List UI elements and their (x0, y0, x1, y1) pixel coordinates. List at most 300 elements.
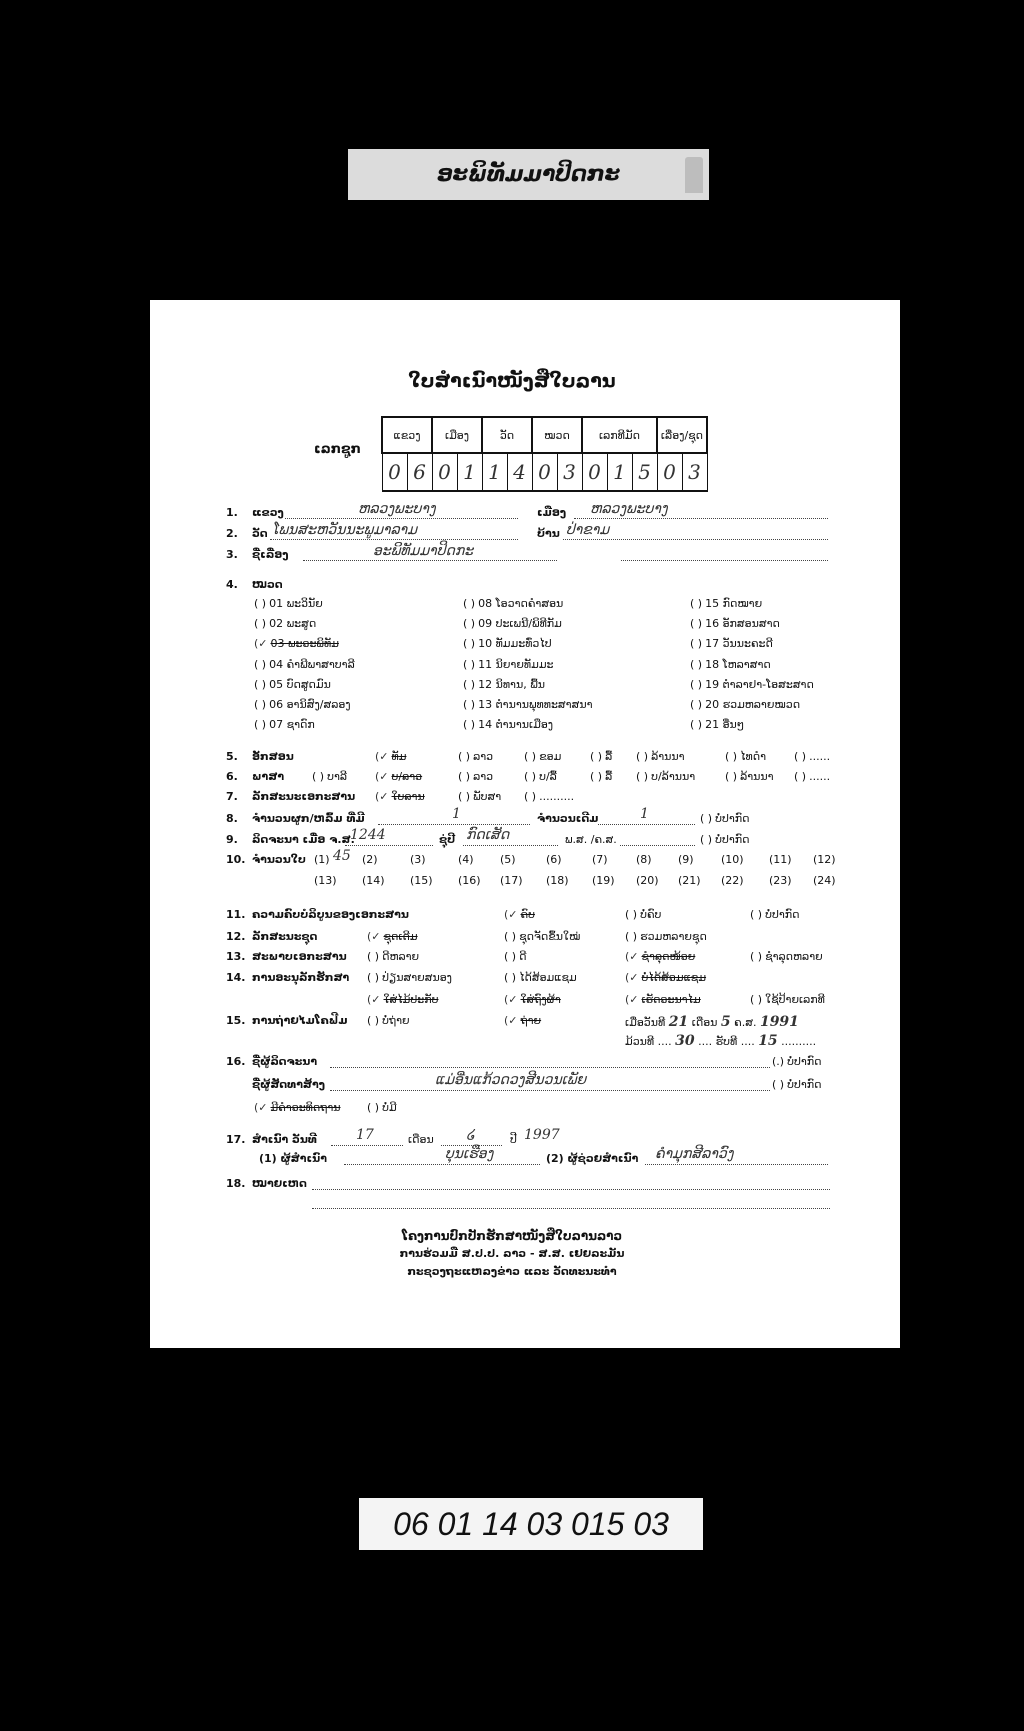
code-digits-row (382, 453, 707, 491)
leaf-slot[interactable]: (11) (769, 853, 792, 866)
document-type-label: ລັກສະນະເອກະສານ (252, 790, 356, 803)
option-label: 06 ອານິສົງ/ສລອງ (269, 698, 351, 711)
option-label: 18 ໂຫລາສາດ (705, 657, 771, 671)
option-label: ບາລີ (327, 770, 348, 783)
inscribed-date-label: ລິດຈະນາ ເມື່ອ ຈ.ສ. (252, 833, 355, 846)
language-label: ພາສາ (252, 770, 285, 783)
leaf-slot[interactable]: (3) (410, 853, 426, 866)
wat-value[interactable]: ໂພນສະຫວັນນະພູມາລາມ (272, 522, 418, 538)
remarks-line[interactable] (312, 1189, 830, 1190)
checkbox-option[interactable] (504, 907, 535, 923)
village-value[interactable]: ປ່າຂາມ (566, 522, 610, 538)
item-number: 12. (226, 930, 246, 943)
checkbox-option[interactable] (458, 749, 493, 765)
leaf-slot[interactable]: (6) (546, 853, 562, 866)
item-number: 14. (226, 971, 246, 984)
copy-day[interactable]: 17 (356, 1127, 374, 1143)
option-label: 09 ປະເພນີ/ພິທີກັມ (478, 617, 562, 631)
empty-checkbox-icon: ( ) (254, 677, 267, 691)
empty-checkbox-icon: ( ) (463, 657, 476, 671)
leaf-slot[interactable]: (14) (362, 874, 385, 887)
copy-year-label: ປີ (510, 1133, 517, 1146)
leaf-slot[interactable]: (17) (500, 874, 523, 887)
empty-checkbox-icon: ( ) (367, 950, 380, 963)
empty-checkbox-icon: ( ) (524, 750, 537, 763)
fascicle-count-label: ຈຳນວນຜູກ/ຫລົ້ມ ທີ່ມີ (252, 812, 365, 825)
option-label: 17 ວັນນະຄະດີ (705, 637, 773, 651)
option-label: ດີຫລາຍ (382, 950, 420, 963)
checkbox-option[interactable] (625, 907, 661, 923)
empty-checkbox-icon: ( ) (750, 950, 763, 963)
tab-marker (685, 157, 703, 193)
checkbox-option[interactable] (463, 636, 552, 652)
option-label: ບໍ່ຄົບ (640, 908, 662, 921)
set-type-label: ລັກສະນະຊຸດ (252, 930, 318, 943)
checkbox-option[interactable] (367, 1100, 397, 1116)
header-label (348, 149, 709, 200)
option-label: 02 ພະສູດ (269, 617, 317, 631)
checkbox-option[interactable] (504, 949, 526, 965)
option-label: ລ້ານນາ (651, 750, 685, 763)
code-col-bundle: ເລກທີມັດ (582, 417, 657, 453)
checkbox-option[interactable] (458, 769, 493, 785)
assistant-label: (2) ຜູ້ຊ່ວຍສຳເນົາ (546, 1152, 639, 1165)
option-label: ບ/ລື້ (539, 770, 557, 783)
checkbox-option[interactable] (463, 657, 554, 673)
checkbox-option[interactable] (625, 929, 707, 945)
checkbox-option[interactable] (367, 1013, 410, 1029)
item-number: 4. (226, 578, 238, 591)
option-label: ຖ່າຍ (520, 1014, 542, 1027)
option-label: ຊຸດເດີມ (383, 930, 418, 943)
option-label: ບໍ່ໄດ້ສ້ອມແຊມ (641, 971, 707, 984)
checkbox-option[interactable] (254, 616, 316, 632)
leaf-count-value[interactable]: 45 (333, 848, 351, 864)
empty-checkbox-icon: ( ) (690, 657, 703, 671)
checkbox-option[interactable] (750, 907, 800, 923)
be-ad-label: ພ.ສ. /ຄ.ສ. (565, 833, 617, 846)
preservation-label: ການອະນຸລັກຮັກສາ (252, 971, 350, 984)
option-label: ດີ (519, 950, 527, 963)
leaf-slot[interactable]: (2) (362, 853, 378, 866)
option-label: ໃສ່ໄມ້ປະກັບ (383, 993, 439, 1006)
checkbox-option[interactable] (625, 970, 706, 986)
code-digit: 4 (507, 453, 532, 491)
code-digit: 6 (407, 453, 432, 491)
empty-checkbox-icon: ( ) (690, 718, 703, 732)
option-label: ຂອມ (539, 750, 562, 763)
checked-mark-icon: (✓ (375, 750, 389, 763)
checkbox-option[interactable] (625, 949, 695, 965)
item-number: 13. (226, 950, 246, 963)
code-col-category: ໝວດ (532, 417, 582, 453)
checked-mark-icon: (✓ (254, 1101, 268, 1114)
district-label: ເມືອງ (537, 506, 567, 519)
code-digit: 5 (632, 453, 657, 491)
footer-line-2: ການຮ່ວມມື ສ.ປ.ປ. ລາວ - ສ.ສ. ເຢຍລະມັນ (399, 1247, 625, 1260)
checkbox-option[interactable] (254, 677, 331, 693)
item-number: 18. (226, 1177, 246, 1190)
empty-checkbox-icon: ( ) (636, 770, 649, 783)
wat-line (270, 539, 518, 540)
checkbox-option[interactable] (375, 789, 425, 805)
checkbox-option[interactable] (367, 992, 438, 1008)
option-label: ລ້ານນາ (740, 770, 774, 783)
story-title-line-2 (621, 560, 828, 561)
option-label: ຮວມຫລາຍຊຸດ (640, 930, 707, 943)
option-label: ໃສ່ຖົງຜ້າ (520, 993, 561, 1006)
option-label: 19 ຕຳລາຢາ-ໂອສະສາດ (705, 677, 814, 691)
item-number: 1. (226, 506, 238, 519)
empty-checkbox-icon: ( ) (794, 750, 807, 763)
empty-checkbox-icon: ( ) (636, 750, 649, 763)
checkbox-option[interactable] (750, 949, 823, 965)
option-label: 12 ນິທານ, ພື້ນ (478, 677, 546, 691)
item-number: 3. (226, 548, 238, 561)
empty-checkbox-icon: ( ) (463, 597, 476, 610)
item-number: 9. (226, 833, 238, 846)
option-label: 20 ຮວມຫລາຍໝວດ (705, 698, 801, 711)
empty-checkbox-icon: ( ) (690, 637, 703, 651)
empty-checkbox-icon: ( ) (254, 657, 267, 671)
sponsor-line (330, 1090, 770, 1091)
story-title-line (303, 560, 557, 561)
code-digit: 1 (482, 453, 507, 491)
manuscript-code: 06 01 14 03 015 03 (393, 1505, 669, 1542)
checkbox-option[interactable] (690, 616, 780, 632)
checkbox-option[interactable] (636, 749, 685, 765)
village-line (563, 539, 828, 540)
code-digit: 1 (457, 453, 482, 491)
footer-line-3: ກະຊວງຖະແຫລງຂ່າວ ແລະ ວັດທະນະທຳ (407, 1265, 617, 1278)
province-label: ແຂວງ (252, 506, 284, 519)
option-label: ...... (809, 750, 831, 763)
item-number: 11. (226, 908, 246, 921)
zodiac-year-label: ຊຸ່ປີ (439, 833, 456, 846)
empty-checkbox-icon: ( ) (590, 750, 603, 763)
option-label: ບໍ່ຖ່າຍ (382, 1014, 410, 1027)
option-label: ຊຳລຸດຫລາຍ (765, 950, 823, 963)
checkbox-option[interactable] (750, 992, 825, 1008)
checkbox-option[interactable] (254, 596, 323, 612)
checkbox-option[interactable] (312, 769, 347, 785)
leaf-slot[interactable]: (20) (636, 874, 659, 887)
leaf-slot[interactable]: (19) (592, 874, 615, 887)
story-title-value[interactable]: ອະພິທັມມາປິດກະ (373, 543, 474, 559)
checkbox-option[interactable] (504, 929, 580, 945)
checkbox-option[interactable] (636, 769, 695, 785)
original-count-value[interactable]: 1 (640, 806, 649, 822)
leaf-slot[interactable]: (24) (813, 874, 836, 887)
checked-mark-icon: (✓ (375, 790, 389, 803)
manuscript-code-label (359, 1498, 703, 1550)
checkbox-option[interactable] (463, 717, 553, 733)
code-digit: 1 (607, 453, 632, 491)
option-label: ບໍ່ມີ (382, 1101, 397, 1114)
assistant-line (645, 1164, 828, 1165)
checked-mark-icon: (✓ (625, 993, 639, 1006)
checkbox-option[interactable] (725, 769, 774, 785)
leaf-slot[interactable]: (10) (721, 853, 744, 866)
cs-year-line (345, 845, 433, 846)
leaf-count-label: ຈຳນວນໃບ (252, 853, 306, 866)
checkbox-option[interactable] (254, 697, 351, 713)
checkbox-option[interactable] (458, 789, 501, 805)
checked-mark-icon: (✓ (504, 1014, 518, 1027)
item-number: 16. (226, 1055, 246, 1068)
empty-checkbox-icon: ( ) (463, 617, 476, 631)
empty-checkbox-icon: ( ) (367, 971, 380, 984)
checkbox-option[interactable] (367, 970, 452, 986)
province-value[interactable]: ຫລວງພະບາງ (358, 501, 436, 517)
item-number: 2. (226, 527, 238, 540)
checked-mark-icon: (✓ (375, 770, 389, 783)
option-label: 01 ພະວິນັຍ (269, 597, 323, 610)
option-label: 05 ບົດສູດມົນ (269, 677, 331, 691)
option-label: ມີຄຳອະທິດຖານ (270, 1101, 341, 1114)
checked-mark-icon: (✓ (504, 993, 518, 1006)
checkbox-option[interactable] (794, 749, 830, 765)
scribe-line (330, 1067, 770, 1068)
empty-checkbox-icon: ( ) (463, 637, 476, 651)
checked-mark-icon: (✓ (254, 637, 268, 651)
item-number: 6. (226, 770, 238, 783)
footer-line-1: ໂຄງການປົກປັກຮັກສາໜັງສືໃບລານລາວ (401, 1229, 623, 1243)
checkbox-option[interactable] (690, 677, 814, 693)
empty-checkbox-icon: ( ) (367, 1101, 380, 1114)
province-line (285, 518, 518, 519)
sponsor-value[interactable]: ແມ່ອີ່ນແກ້ວດວງສີນວນເພັຍ (435, 1072, 587, 1088)
empty-checkbox-icon: ( ) (458, 790, 471, 803)
assistant-value[interactable]: ຄຳມຸກສີລາວົງ (655, 1146, 734, 1162)
option-label: ບ/ລ້ານນາ (651, 770, 696, 783)
checkbox-option[interactable] (524, 769, 557, 785)
checkbox-option[interactable] (254, 1100, 341, 1116)
leaf-slot[interactable]: (1) (314, 853, 330, 866)
option-label: ພັບສາ (473, 790, 502, 803)
code-col-story: ເລື່ອງ/ຊຸດ (657, 417, 707, 453)
copyist-value[interactable]: ບຸນເຮືອງ (445, 1146, 494, 1162)
leaf-slot[interactable]: (15) (410, 874, 433, 887)
code-digit: 0 (657, 453, 682, 491)
fascicle-count-line (378, 824, 530, 825)
checkbox-option[interactable] (690, 657, 771, 673)
sponsor-label: ຊື່ຜູ້ສັດທາສ້າງ (252, 1078, 325, 1091)
empty-checkbox-icon: ( ) (504, 971, 517, 984)
copy-year[interactable]: 1997 (524, 1127, 560, 1143)
option-label: 13 ຕຳນານພຸທທະສາສນາ (478, 698, 593, 711)
empty-checkbox-icon: ( ) (690, 677, 703, 691)
leaf-slot[interactable]: (18) (546, 874, 569, 887)
leaf-slot[interactable]: (12) (813, 853, 836, 866)
code-col-wat: ວັດ (482, 417, 532, 453)
option-label: 07 ຊາດົກ (269, 718, 315, 732)
leaf-slot[interactable]: (7) (592, 853, 608, 866)
code-col-province: ແຂວງ (382, 417, 432, 453)
code-digit: 0 (532, 453, 557, 491)
leaf-slot[interactable]: (4) (458, 853, 474, 866)
code-digit: 0 (432, 453, 457, 491)
zodiac-year-value[interactable]: ກົດເສັດ (466, 827, 510, 843)
leaf-slot[interactable]: (8) (636, 853, 652, 866)
story-title-label: ຊື່ເລື່ອງ (252, 548, 289, 561)
empty-checkbox-icon: ( ) (254, 617, 267, 631)
option-label: 10 ທັມມະທົ່ວໄປ (478, 637, 552, 651)
microfilm-day[interactable]: 21 (668, 1014, 689, 1030)
empty-checkbox-icon: ( ) (463, 677, 476, 691)
leaf-slot[interactable]: (22) (721, 874, 744, 887)
option-label: 21 ອື່ນໆ (705, 718, 745, 732)
remarks-line-2[interactable] (312, 1208, 830, 1209)
original-count-label: ຈຳນວນເດີມ (537, 812, 599, 825)
empty-checkbox-icon: ( ) (794, 770, 807, 783)
option-label: ໃບລານ (391, 790, 425, 803)
option-label: ຊຸດຈັດຂຶ້ນໃໝ່ (519, 930, 581, 943)
checkbox-option[interactable] (463, 616, 562, 632)
checkbox-option[interactable] (690, 717, 744, 733)
checkbox-option[interactable] (590, 769, 612, 785)
item-number: 8. (226, 812, 238, 825)
checkbox-option[interactable] (375, 749, 406, 765)
microfilm-month[interactable]: 5 (720, 1014, 731, 1030)
option-label: ...... (809, 770, 831, 783)
remarks-label: ໝາຍເຫດ (252, 1177, 307, 1190)
option-label: ໄດ້ສ້ອມແຊມ (519, 971, 577, 984)
checkbox-option[interactable] (463, 596, 563, 612)
original-count-line (598, 824, 695, 825)
leaf-slot[interactable]: (5) (500, 853, 516, 866)
code-digit: 0 (582, 453, 607, 491)
option-label: ທັມ (391, 750, 407, 763)
code-col-district: ເມືອງ (432, 417, 482, 453)
checkbox-option[interactable] (504, 992, 561, 1008)
checkbox-option[interactable] (794, 769, 830, 785)
checked-mark-icon: (✓ (367, 930, 381, 943)
empty-checkbox-icon: ( ) (750, 908, 763, 921)
option-label: 15 ກົດໝາຍ (705, 597, 763, 610)
leaf-slot[interactable]: (13) (314, 874, 337, 887)
option-label: ໄທດຳ (740, 750, 766, 763)
item-number: 7. (226, 790, 238, 803)
option-unknown[interactable]: (.) ບໍ່ປາກົດ (772, 1055, 822, 1068)
option-label: ລື້ (605, 770, 613, 783)
leaf-slot[interactable]: (21) (678, 874, 701, 887)
empty-checkbox-icon: ( ) (504, 950, 517, 963)
empty-checkbox-icon: ( ) (524, 770, 537, 783)
district-value[interactable]: ຫລວງພະບາງ (590, 501, 668, 517)
checkbox-option[interactable] (254, 717, 315, 733)
option-label: ເຮັດອະນາໄມ (641, 993, 701, 1006)
option-label: ລາວ (473, 750, 494, 763)
checkbox-option[interactable] (590, 749, 612, 765)
empty-checkbox-icon: ( ) (750, 993, 763, 1006)
microfilm-year[interactable]: 1991 (759, 1014, 799, 1030)
checkbox-option[interactable] (725, 749, 766, 765)
item-number: 15. (226, 1014, 246, 1027)
copy-month[interactable]: ໒ (466, 1127, 475, 1143)
copy-date-label: ສຳເນົາ ວັນທີ (252, 1133, 317, 1146)
option-unknown[interactable]: ( ) ບໍ່ປາກົດ (700, 812, 750, 825)
code-digit: 3 (557, 453, 582, 491)
option-label: ຄົບ (520, 908, 535, 921)
checkbox-option[interactable] (367, 949, 419, 965)
frame-number[interactable]: 15 (758, 1033, 778, 1049)
checkbox-option[interactable] (254, 636, 339, 652)
be-ad-line (620, 845, 695, 846)
copy-day-line (331, 1145, 403, 1146)
empty-checkbox-icon: ( ) (458, 770, 471, 783)
zodiac-year-line (463, 845, 558, 846)
empty-checkbox-icon: ( ) (625, 930, 638, 943)
cs-year-value[interactable]: 1244 (350, 827, 386, 843)
microfilm-roll: ມ້ວນທີ .... 30 .... ຮັບທີ .... 15 .......... (625, 1033, 817, 1049)
empty-checkbox-icon: ( ) (725, 770, 738, 783)
empty-checkbox-icon: ( ) (590, 770, 603, 783)
district-line (574, 518, 828, 519)
completeness-label: ຄວາມຄົບບໍລິບູນຂອງເອກະສານ (252, 908, 409, 921)
checkbox-option[interactable] (524, 789, 574, 805)
item-number: 10. (226, 853, 246, 866)
checkbox-option[interactable] (375, 769, 422, 785)
option-label: ຊຳລຸດໜ້ອຍ (641, 950, 696, 963)
item-number: 5. (226, 750, 238, 763)
option-label: .......... (539, 790, 575, 803)
checkbox-option[interactable] (690, 636, 773, 652)
checkbox-option[interactable] (463, 697, 593, 713)
option-unknown[interactable]: ( ) ບໍ່ປາກົດ (772, 1078, 822, 1091)
option-label: ປ່ຽນສາຍສນອງ (382, 971, 452, 984)
leaf-slot[interactable]: (23) (769, 874, 792, 887)
checkbox-option[interactable] (504, 970, 577, 986)
option-unknown[interactable]: ( ) ບໍ່ປາກົດ (700, 833, 750, 846)
checkbox-option[interactable] (690, 697, 800, 713)
leaf-slot[interactable]: (9) (678, 853, 694, 866)
checkbox-option[interactable] (625, 992, 701, 1008)
option-label: ໃຊ້ປ້າຍເລກທີ (765, 993, 825, 1006)
option-label: 14 ຕຳນານເມືອງ (478, 718, 554, 732)
script-label: ອັກສອນ (252, 750, 294, 763)
empty-checkbox-icon: ( ) (690, 698, 703, 711)
scribe-label: ຊື່ຜູ້ລິດຈະນາ (252, 1055, 318, 1068)
option-label: ລື້ (605, 750, 613, 763)
empty-checkbox-icon: ( ) (254, 597, 267, 610)
copyist-line (344, 1164, 540, 1165)
condition-label: ສະພາບເອກະສານ (252, 950, 347, 963)
checkbox-option[interactable] (463, 677, 545, 693)
option-label: 08 ໂອວາດຄຳສອນ (478, 597, 564, 610)
fascicle-count-value[interactable]: 1 (452, 806, 461, 822)
empty-checkbox-icon: ( ) (254, 718, 267, 732)
leaf-slot[interactable]: (16) (458, 874, 481, 887)
roll-number[interactable]: 30 (675, 1033, 695, 1049)
empty-checkbox-icon: ( ) (254, 698, 267, 711)
checkbox-option[interactable] (690, 596, 762, 612)
checkbox-option[interactable] (524, 749, 561, 765)
checkbox-option[interactable] (367, 929, 418, 945)
empty-checkbox-icon: ( ) (504, 930, 517, 943)
checkbox-option[interactable] (504, 1013, 541, 1029)
option-label: ບ/ລາວ (391, 770, 423, 783)
item-number: 17. (226, 1133, 246, 1146)
empty-checkbox-icon: ( ) (367, 1014, 380, 1027)
header-label-text: ອະພິທັມມາປິດກະ (437, 162, 620, 187)
checkbox-option[interactable] (254, 657, 355, 673)
empty-checkbox-icon: ( ) (312, 770, 325, 783)
checked-mark-icon: (✓ (504, 908, 518, 921)
microfilm-label: ການຖ່າຍໄມໂຄຟີມ (252, 1014, 348, 1027)
empty-checkbox-icon: ( ) (458, 750, 471, 763)
checked-mark-icon: (✓ (625, 971, 639, 984)
